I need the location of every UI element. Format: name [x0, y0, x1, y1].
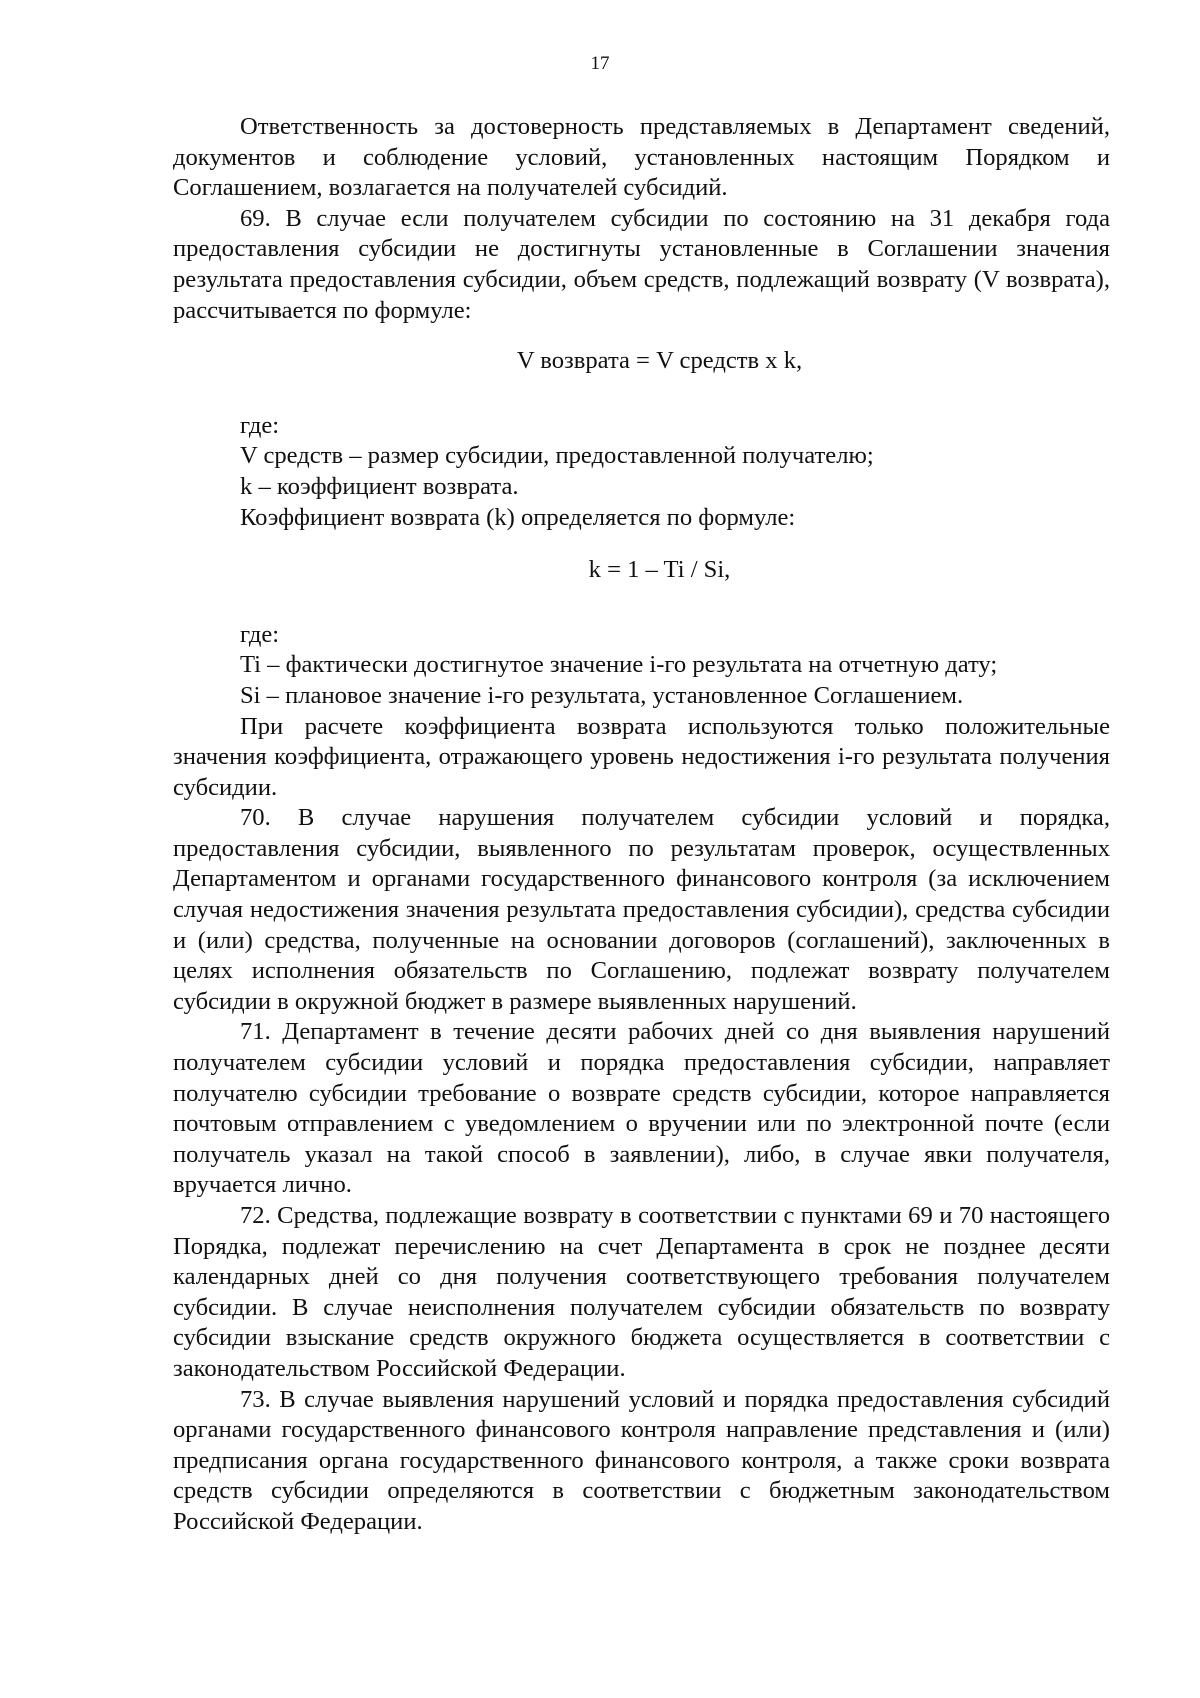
definition-v-funds: V средств – размер субсидии, предоставленной получателю;	[240, 442, 874, 470]
definition-k: k – коэффициент возврата.	[240, 472, 519, 500]
paragraph-responsibility: Ответственность за достоверность представляемых в Департамент сведений, документов и соблюдение условий, установленных настоящим Порядком и Соглашением, возлагается на получателей субсидий.	[173, 113, 1110, 202]
page-number: 17	[590, 53, 610, 74]
formula-coefficient: k = 1 – Ti / Si,	[588, 556, 731, 584]
paragraph-71: 71. Департамент в течение десяти рабочих дней со дня выявления нарушений получателем субсидии условий и порядка предоставления субсидии, направляет получателю субсидии требование о возврате средств субсидии, которое направляется почтовым отправлением с уведомлением о вручении или по электронной почте (если получатель указал на такой способ в заявлении), либо, в случае явки получателя, вручается лично.	[173, 1018, 1110, 1199]
where-label-2: где:	[240, 620, 280, 648]
where-label-1: где:	[240, 411, 280, 439]
paragraph-72: 72. Средства, подлежащие возврату в соответствии с пунктами 69 и 70 настоящего Порядка, подлежат перечислению на счет Департамента в срок не позднее десяти календарных дней со дня получения соответствующего требования получателем субсидии. В случае неисполнения получателем субсидии обязательств по возврату субсидии взыскание средств окружного бюджета осуществляется в соответствии с законодательством Российской Федерации.	[173, 1202, 1110, 1382]
paragraph-69: 69. В случае если получателем субсидии по состоянию на 31 декабря года предоставления субсидии не достигнуты установленные в Соглашении значения результата предоставления субсидии, объем средств, подлежащий возврату (V возврата), рассчитывается по формуле:	[173, 204, 1110, 324]
definition-ti: Ti – фактически достигнутое значение i-го результата на отчетную дату;	[240, 651, 998, 679]
paragraph-73: 73. В случае выявления нарушений условий и порядка предоставления субсидий органами государственного финансового контроля направление представления и (или) предписания органа государственного финансового контроля, а также сроки возврата средств субсидии определяются в соответствии с бюджетным законодательством Российской Федерации.	[173, 1385, 1110, 1535]
paragraph-positive-values: При расчете коэффициента возврата используются только положительные значения коэффициента, отражающего уровень недостижения i-го результата получения субсидии.	[173, 712, 1110, 801]
document-body	[173, 112, 1110, 1538]
paragraph-70: 70. В случае нарушения получателем субсидии условий и порядка, предоставления субсидии, выявленного по результатам проверок, осуществленных Департаментом и органами государственного финансового контроля (за исключением случая недостижения значения результата предоставления субсидии), средства субсидии и (или) средства, полученные на основании договоров (соглашений), заключенных в целях исполнения обязательств по Соглашению, подлежат возврату получателем субсидии в окружной бюджет в размере выявленных нарушений.	[173, 804, 1110, 1015]
formula-return-volume: V возврата = V средств x k,	[516, 347, 803, 375]
definition-si: Si – плановое значение i-го результата, установленное Соглашением.	[240, 681, 964, 709]
coefficient-intro: Коэффициент возврата (k) определяется по формуле:	[240, 503, 796, 531]
